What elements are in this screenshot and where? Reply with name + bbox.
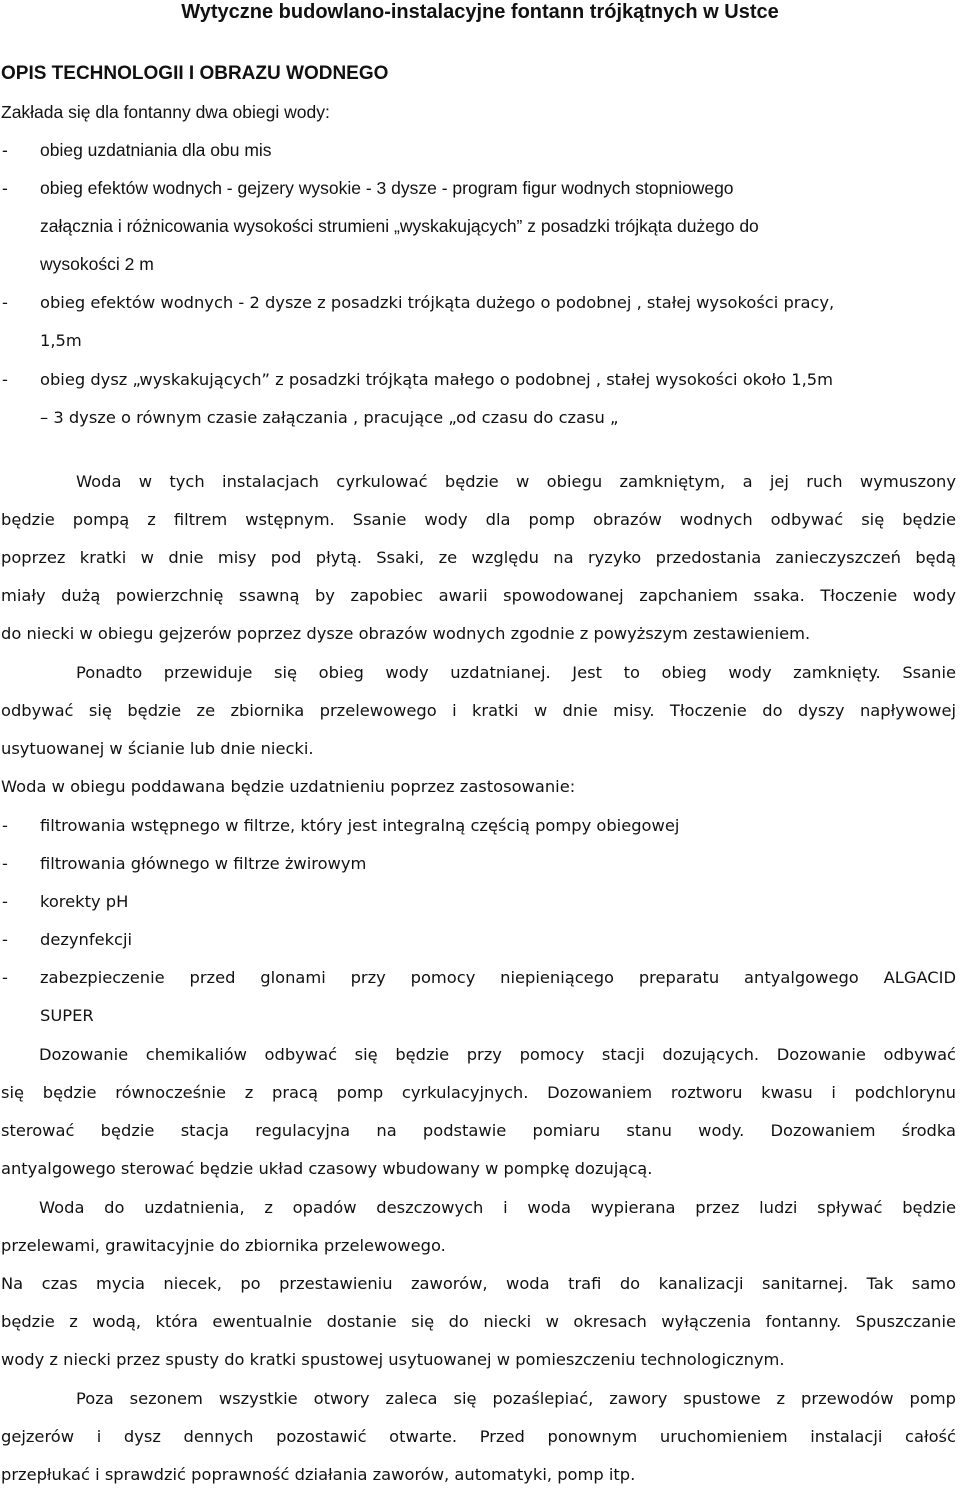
bullet-dash: -	[2, 930, 8, 949]
list-item-text: wysokości 2 m	[40, 254, 154, 274]
paragraph-line: będzie pompą z filtrem wstępnym. Ssanie wody dla pomp obrazów wodnych odbywać się będzie	[1, 510, 956, 529]
paragraph-line: przepłukać i sprawdzić poprawność działania zaworów, automatyki, pomp itp.	[1, 1465, 636, 1484]
list-item	[1, 361, 956, 399]
bullet-dash: -	[2, 968, 8, 987]
paragraph-line: Woda do uzdatnienia, z opadów deszczowych i woda wypierana przez ludzi spływać będzie	[39, 1198, 956, 1217]
paragraph-line: Ponadto przewiduje się obieg wody uzdatnianej. Jest to obieg wody zamknięty. Ssanie	[76, 663, 956, 682]
list-item-text: obieg efektów wodnych - 2 dysze z posadzki trójkąta dużego o podobnej , stałej wysokości pracy,	[40, 293, 835, 312]
bullet-dash: -	[2, 816, 8, 835]
paragraph-line: się będzie równocześnie z pracą pomp cyrkulacyjnych. Dozowaniem roztworu kwasu i podchlorynu	[1, 1083, 956, 1102]
list-item	[1, 807, 956, 845]
intro-text	[1, 93, 956, 131]
bullet-dash: -	[2, 370, 8, 389]
bullet-dash: -	[2, 892, 8, 911]
paragraph-line: Poza sezonem wszystkie otwory zaleca się pozaślepiać, zawory spustowe z przewodów pomp	[76, 1389, 956, 1408]
list-item-text: 1,5m	[40, 331, 82, 350]
list-item-text: zabezpieczenie przed glonami przy pomocy niepieniącego preparatu antyalgowego ALGACID	[40, 968, 956, 987]
list-item-text: SUPER	[40, 1006, 94, 1025]
list-item	[1, 284, 956, 322]
paragraph-line: Woda w tych instalacjach cyrkulować będzie w obiegu zamkniętym, a jej ruch wymuszony	[76, 472, 956, 491]
list-item-text: filtrowania głównego w filtrze żwirowym	[40, 854, 367, 873]
list-item-text: załącznia i różnicowania wysokości strumieni „wyskakujących” z posadzki trójkąta dużego do	[40, 216, 759, 236]
list-item-text: obieg uzdatniania dla obu mis	[40, 140, 272, 160]
paragraph-line: przelewami, grawitacyjnie do zbiornika przelewowego.	[1, 1236, 446, 1255]
paragraph-line: odbywać się będzie ze zbiornika przelewowego i kratki w dnie misy. Tłoczenie do dyszy napływowej	[1, 701, 956, 720]
paragraph-line: do niecki w obiegu gejzerów poprzez dysze obrazów wodnych zgodnie z powyższym zestawieniem.	[1, 624, 811, 643]
paragraph-line: Dozowanie chemikaliów odbywać się będzie przy pomocy stacji dozujących. Dozowanie odbywać	[39, 1045, 956, 1064]
paragraph-line: antyalgowego sterować będzie układ czasowy wbudowany w pompkę dozującą.	[1, 1159, 653, 1178]
list-item	[1, 169, 956, 207]
bullet-dash: -	[2, 854, 8, 873]
paragraph-line: gejzerów i dysz dennych pozostawić otwarte. Przed ponownym uruchomieniem instalacji całość	[1, 1427, 956, 1446]
section-heading: OPIS TECHNOLOGII I OBRAZU WODNEGO	[1, 63, 389, 84]
paragraph-line: sterować będzie stacja regulacyjna na podstawie pomiaru stanu wody. Dozowaniem środka	[1, 1121, 956, 1140]
list-item-continuation	[1, 997, 956, 1035]
list-item	[1, 131, 956, 169]
intro-label: Zakłada się dla fontanny dwa obiegi wody:	[1, 102, 330, 122]
list-item	[1, 845, 956, 883]
list-item-text: korekty pH	[40, 892, 129, 911]
list-item	[1, 883, 956, 921]
list-item-text: – 3 dysze o równym czasie załączania , pracujące „od czasu do czasu „	[40, 408, 619, 427]
list-item	[1, 921, 956, 959]
paragraph-line: będzie z wodą, która ewentualnie dostanie się do niecki w okresach wyłączenia fontanny. Spuszczanie	[1, 1312, 956, 1331]
paragraph-line: miały dużą powierzchnię ssawną by zapobiec awarii spowodowanej zapchaniem ssaka. Tłoczenie wody	[1, 586, 956, 605]
bullet-dash: -	[2, 178, 8, 198]
paragraph-line: poprzez kratki w dnie misy pod płytą. Ssaki, ze względu na ryzyko przedostania zanieczyszczeń będą	[1, 548, 956, 567]
list-item-text: obieg dysz „wyskakujących” z posadzki trójkąta małego o podobnej , stałej wysokości około 1,5m	[40, 370, 834, 389]
list-item	[1, 959, 956, 997]
list-item-continuation	[1, 245, 956, 283]
bullet-dash: -	[2, 140, 8, 160]
list-item-text: obieg efektów wodnych - gejzery wysokie - 3 dysze - program figur wodnych stopniowego	[40, 178, 734, 198]
paragraph-line: Woda w obiegu poddawana będzie uzdatnieniu poprzez zastosowanie:	[1, 777, 576, 796]
list-item-continuation	[1, 207, 956, 245]
paragraph-line: usytuowanej w ścianie lub dnie niecki.	[1, 739, 314, 758]
document-title: Wytyczne budowlano-instalacyjne fontann trójkątnych w Ustce	[181, 1, 779, 23]
bullet-dash: -	[2, 293, 8, 312]
list-item-continuation	[1, 399, 956, 437]
list-item-text: filtrowania wstępnego w filtrze, który jest integralną częścią pompy obiegowej	[40, 816, 680, 835]
list-item-text: dezynfekcji	[40, 930, 133, 949]
paragraph-line: Na czas mycia niecek, po przestawieniu zaworów, woda trafi do kanalizacji sanitarnej. Tak samo	[1, 1274, 956, 1293]
list-item-continuation	[1, 322, 956, 360]
paragraph-line: wody z niecki przez spusty do kratki spustowej usytuowanej w pomieszczeniu technologicznym.	[1, 1350, 785, 1369]
